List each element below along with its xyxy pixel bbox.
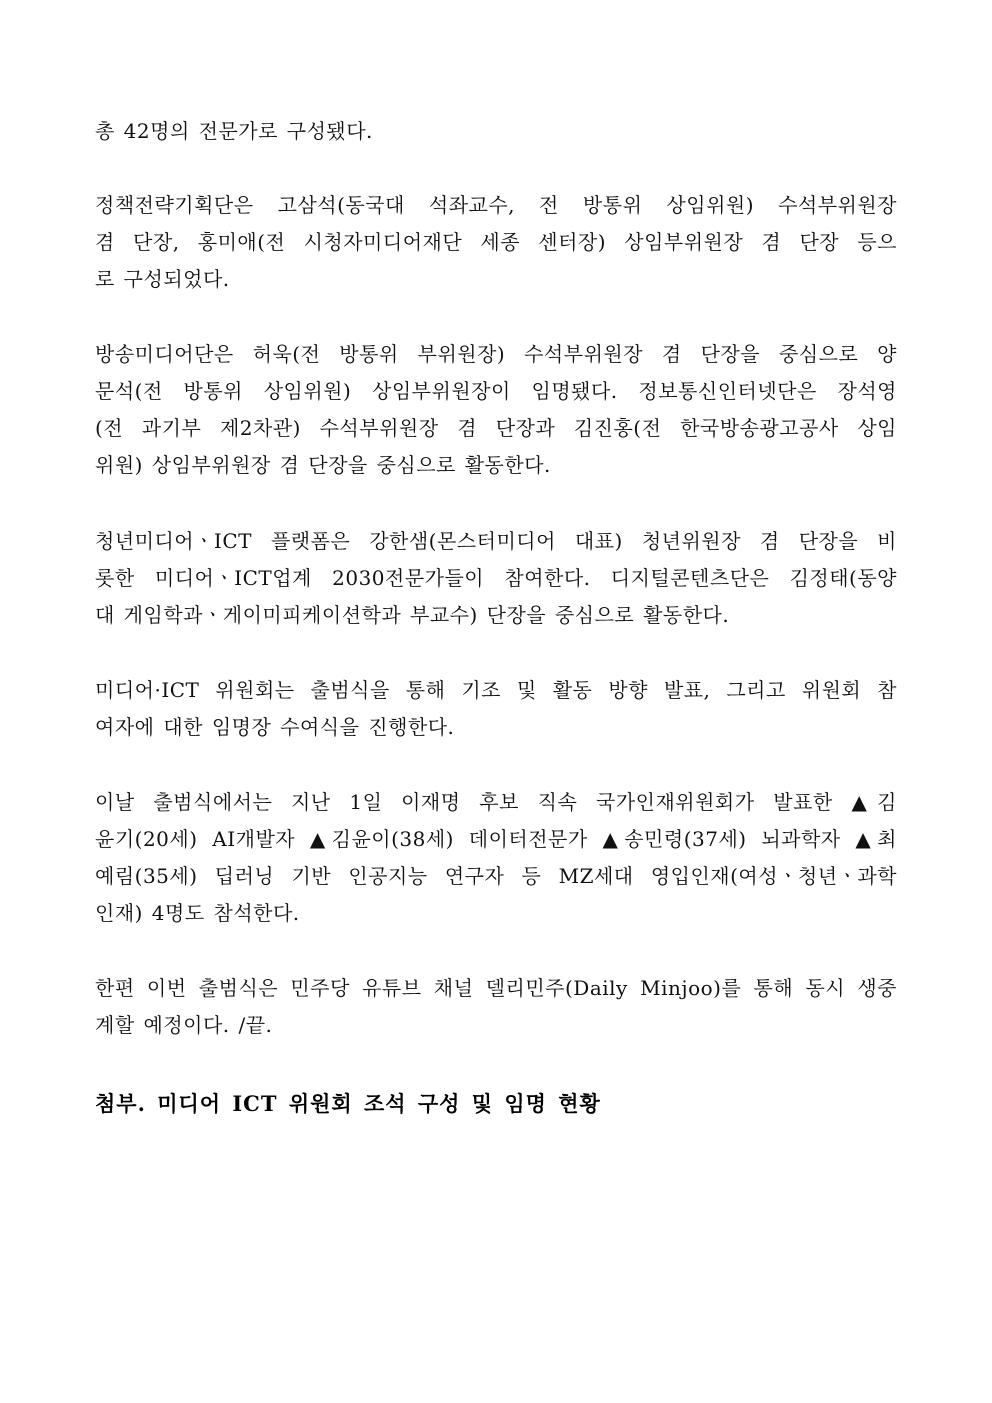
- paragraph-recruited-talent: [95, 784, 897, 932]
- paragraph-launch-ceremony: [95, 672, 897, 746]
- text-line: 예림(35세) 딥러닝 기반 인공지능 연구자 등 MZ세대 영입인재(여성ㆍ청년ㆍ과학: [95, 864, 897, 888]
- text-line: 여자에 대한 임명장 수여식을 진행한다.: [95, 715, 455, 739]
- paragraph-policy-strategy: [95, 187, 897, 298]
- text-line: 미디어·ICT 위원회는 출범식을 통해 기조 및 활동 방향 발표, 그리고 위원회 참: [95, 678, 897, 702]
- text-line: 윤기(20세) AI개발자 ▲김윤이(38세) 데이터전문가 ▲송민령(37세) 뇌과학자 ▲최: [95, 827, 897, 851]
- attachment-heading: 첨부. 미디어 ICT 위원회 조석 구성 및 임명 현황: [95, 1091, 601, 1116]
- text-line: 위원) 상임부위원장 겸 단장을 중심으로 활동한다.: [95, 453, 551, 477]
- text-line: 겸 단장, 홍미애(전 시청자미디어재단 세종 센터장) 상임부위원장 겸 단장 등으: [95, 230, 897, 254]
- text-line: 정책전략기획단은 고삼석(동국대 석좌교수, 전 방통위 상임위원) 수석부위원장: [95, 193, 897, 217]
- text-line: 롯한 미디어ㆍICT업계 2030전문가들이 참여한다. 디지털콘텐츠단은 김정태(동양: [95, 566, 897, 590]
- paragraph-intro: [95, 113, 897, 150]
- paragraph-livestream: [95, 970, 897, 1044]
- text-line: 한편 이번 출범식은 민주당 유튜브 채널 델리민주(Daily Minjoo)를 통해 동시 생중: [95, 976, 897, 1000]
- text-line: 총 42명의 전문가로 구성됐다.: [95, 119, 373, 143]
- text-line: 청년미디어ㆍICT 플랫폼은 강한샘(몬스터미디어 대표) 청년위원장 겸 단장을 비: [95, 529, 897, 553]
- text-line: (전 과기부 제2차관) 수석부위원장 겸 단장과 김진홍(전 한국방송광고공사 상임: [95, 416, 897, 440]
- text-line: 로 구성되었다.: [95, 267, 230, 291]
- paragraph-broadcast-media: [95, 336, 897, 484]
- text-line: 인재) 4명도 참석한다.: [95, 901, 300, 925]
- text-line: 계할 예정이다. /끝.: [95, 1013, 273, 1037]
- paragraph-youth-media: [95, 523, 897, 634]
- text-line: 방송미디어단은 허욱(전 방통위 부위원장) 수석부위원장 겸 단장을 중심으로 양: [95, 342, 897, 366]
- text-line: 대 게임학과ㆍ게이미피케이션학과 부교수) 단장을 중심으로 활동한다.: [95, 603, 730, 627]
- text-line: 문석(전 방통위 상임위원) 상임부위원장이 임명됐다. 정보통신인터넷단은 장석영: [95, 379, 897, 403]
- text-line: 이날 출범식에서는 지난 1일 이재명 후보 직속 국가인재위원회가 발표한 ▲김: [95, 790, 897, 814]
